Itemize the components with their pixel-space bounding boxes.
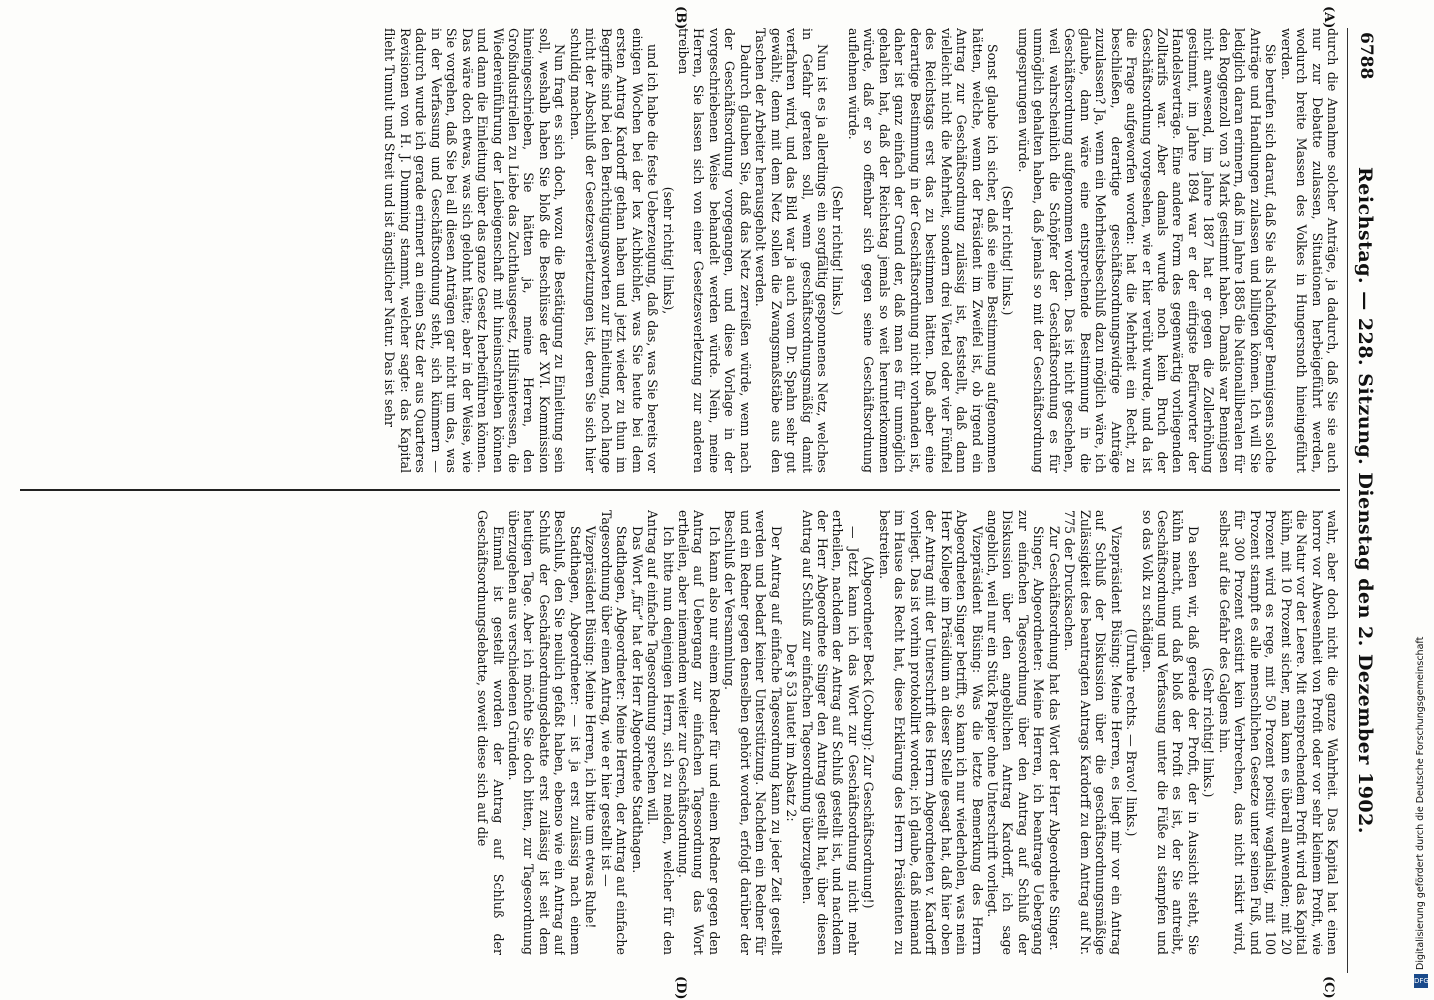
paragraph: Das Wort „für“ hat der Herr Abgeordnete Stadthagen.	[629, 526, 645, 874]
paragraph: Stadthagen, Abgeordneter: Meine Herren, der Antrag auf einfache Tagesordnung über einen Antrag, wie er hier gestellt ist —	[598, 510, 630, 955]
page-header	[1350, 28, 1378, 973]
interjection: (Sehr richtig! links.)	[1201, 667, 1217, 798]
paragraph: Der Antrag auf einfache Tagesordnung kann zu jeder Zeit gestellt werden und bedarf keiner Unterstützung. Nachdem ein Redner für und ein Redner gegen denselben gehört worden, erfolgt darüber der Beschluß der Versammlung.	[722, 510, 784, 955]
paragraph: Zur Geschäftsordnung hat das Wort der Herr Abgeordnete Singer.	[1046, 526, 1062, 951]
right-column	[20, 510, 1340, 955]
interjection: (sehr richtig! links),	[660, 186, 676, 315]
interjection: (Sehr richtig! links.)	[1000, 185, 1016, 316]
paragraph: Sonst glaube ich sicher, daß sie eine Bestimmung aufgenommen hätten, welche, wenn der Präsident im Zweifel ist, ob irgend ein Antrag zur Geschäftsordnung zulässig ist, feststellt, daß dann vielleicht nicht die Mehrheit, sondern drei Viertel oder vier Fünftel des Reichstags erst das zu bestimmen hätten. Daß aber eine derartige Bestimmung in der Geschäftsordnung nicht vorhanden ist, daher ist ganz einfach der Grund der, daß man es für unmöglich gehalten hat, daß der Reichstag jemals so weit herunterkommen würde, daß er so offenbar sich gegen seine Geschäftsordnung auflehnen würde.	[845, 28, 1001, 473]
dfg-logo: DFG	[1414, 974, 1428, 988]
paragraph: Nun fragt es sich doch, wozu die Bestätigung zu Einleitung sein soll, weshalb haben Sie bloß die Beschlüsse der XVI. Kommission hineingeschrieben, Sie hätten ja, meine Herren, den Großindustriellen zu Liebe das Zuchthausgesetz, Hilfsinteressen, die Wiedereinführung der Leibeigenschaft mit hineinschreiben können und dann die Einleitung über das ganze Gesetz herbeiführen können. Das wäre doch etwas, was sich gelohnt hätte; aber in der Weise, wie Sie vorgehen, daß Sie bei all diesen Anträgen gar nicht um das, was in der Verfassung und Geschäftsordnung steht, sich kümmern — dadurch wurde ich gerade erinnert an einen Satz der aus Quarteres Revisionen von H. J. Dumming stammt, welcher sagte: das Kapital flieht Tumult und Streit und ist ängstlicher Natur. Das ist sehr	[382, 28, 568, 473]
margin-mark-d: (D)	[673, 976, 688, 1000]
paragraph: Sie berufen sich darauf, daß Sie als Nachfolger Bennigsens solche Anträge und Handlungen zulassen und billigen können. Ich will Sie lediglich daran erinnern, daß im Jahre 1885 die Nationalliberalen für den Roggenzoll von 3 Mark gestimmt haben. Damals war Bennigsen nicht anwesend, im Jahre 1887 hat er gegen die Zollerhöhung gestimmt, im Jahre 1894 war er der eifrigste Befürworter der Handelsverträge. Eine andere Form des gegenwärtig vorliegenden Zolltarifs war. Aber damals wurde noch kein Bruch der Geschäftsordnung vorgesehen, wie er hier verübt wurde, und da ist die Frage aufgeworfen worden: hat die Mehrheit ein Recht, zu beschließen, derartige geschäftsordnungswidrige Anträge zuzulassen? Ja, wenn ein Mehrheitsbeschluß dazu möglich wäre, ich glaube, dann wäre eine entsprechende Bestimmung in die Geschäftsordnung aufgenommen worden. Das ist nicht geschehen, weil wahrscheinlich die Schöpfer der Geschäftsordnung es für unmöglich gehalten haben, daß jemals so mit der Geschäftsordnung umgesprungen würde.	[1015, 28, 1279, 473]
interjection: (Sehr richtig! links.)	[830, 185, 846, 316]
paragraph: wahr, aber doch nicht die ganze Wahrheit. Das Kapital hat einen horror vor Abwesenheit von Profit oder vor sehr kleinem Profit, wie die Natur vor der Leere. Mit entsprechendem Profit wird das Kapital kühn, mit 10 Prozent sicher, man kann es überall anwenden; mit 20 Prozent wird es rege, mit 50 Prozent positiv waghalsig, mit 100 Prozent stampft es alle menschlichen Gesetze unter seinen Fuß, und für 300 Prozent existirt kein Verbrechen, das nicht riskirt wird, selbst auf die Gefahr des Galgens hin.	[1216, 510, 1340, 955]
interjection: Der § 53 lautet im Absatz 2:	[784, 643, 800, 822]
paragraph: Ich kann also nur einem Redner für und einem Redner gegen den Antrag auf Uebergang zur einfachen Tagesordnung das Wort ertheilen, aber niemandem weiter zur Geschäftsordnung.	[675, 510, 722, 955]
paragraph: Nun ist es ja allerdings ein sorgfältig gesponnenes Netz, welches in Gefahr geraten soll, wenn geschäftsordnungsmäßig damit verfahren wird, und das Bild war ja auch vom Dr. Spahn sehr gut gewählt; denn mit dem Netz sollen die Zwangsmaßstäbe aus den Taschen der Arbeiter herausgeholt werden.	[753, 28, 831, 473]
paragraph: Singer, Abgeordneter: Meine Herren, ich beantrage Uebergang zur einfachen Tagesordnung über den Antrag auf Schluß der Diskussion über den angeblichen Antrag Kardorff, ich sage angeblich, weil nur ein Stück Papier ohne Unterschrift vorliegt.	[985, 510, 1047, 955]
page-number: 6788	[1356, 32, 1376, 80]
paragraph: und ich habe die feste Ueberzeugung, daß das, was Sie bereits vor einigen Wochen bei der lex Aichbichler, was Sie heute bei dem ersten Antrag Kardorff gethan haben und jetzt wieder zu thun im Begriffe sind bei den Berichtigungsworten zur Einleitung, noch lange nicht der Abschluß der Gesetzesverletzungen ist, deren Sie sich hier schuldig machen.	[567, 28, 661, 473]
paragraph: Vizepräsident Büsing: Meine Herren, ich bitte um etwas Ruhe!	[583, 526, 599, 929]
footer-strip	[1412, 0, 1434, 1000]
paragraph: Ich bitte nun denjenigen Herrn, sich zu melden, welcher für den Antrag auf einfache Tagesordnung sprechen will.	[645, 510, 676, 955]
margin-mark-b: (B)	[673, 6, 688, 30]
paragraph: durch die Annahme solcher Anträge, ja dadurch, daß Sie sie auch nur zur Debatte zulassen, Situationen herbeigeführt werden, wodurch breite Massen des Volkes in Hungersnoth hineingeführt werden.	[1278, 28, 1340, 473]
paragraph: Vizepräsident Büsing: Was die letzte Bemerkung des Herrn Abgeordneten Singer betrifft, so kann ich nur wiederholen, was mein Herr Kollege im Präsidium an dieser Stelle gesagt hat, daß hier oben der Antrag mit der Unterschrift des Herrn Abgeordneten v. Kardorff vorliegt. Das ist vorhin protokollirt worden; ich glaube, daß niemand im Hause das Recht hat, diese Erklärung des Herrn Präsidenten zu bestreiten.	[876, 510, 985, 955]
paragraph: Stadthagen, Abgeordneter: — ist ja erst zulässig nach einem Beschluß, den Sie neulich gefaßt haben, ebenso wie ein Antrag auf Schluß der Geschäftsordnungsdebatte erst zulässig ist seit dem heutigen Tage. Aber ich möchte Sie doch bitten, zur Tagesordnung überzugehen aus verschiedenen Gründen.	[505, 510, 583, 955]
running-title: Reichstag. — 228. Sitzung. Dienstag den 2. Dezember 1902.	[1354, 166, 1376, 834]
paragraph: Einmal ist gestellt worden der Antrag auf Schluß der Geschäftsordnungsdebatte, soweit diese sich auf die	[475, 510, 506, 955]
paragraph: Da sehen wir, daß gerade der Profit, der in Aussicht steht, Sie kühn macht, und daß bloß der Profit es ist, der Sie antreibt, Geschäftsordnung und Verfassung unter die Füße zu stampfen und so das Volk zu schädigen.	[1139, 510, 1201, 955]
margin-mark-a: (A)	[1321, 6, 1336, 29]
paragraph: — Jetzt kann ich das Wort zur Geschäftsordnung nicht mehr ertheilen, nachdem der Antrag auf Schluß gestellt ist, und nachdem der Herr Abgeordnete Singer den Antrag gestellt hat, über diesen Antrag auf Schluß zur einfachen Tagesordnung überzugehen.	[799, 510, 861, 955]
left-column	[20, 28, 1340, 473]
dfg-credit-text: Digitalisierung gefördert durch die Deutsche Forschungsgemeinschaft	[1415, 636, 1426, 970]
margin-mark-c: (C)	[1321, 976, 1336, 999]
interjection: (Unruhe rechts. — Bravo! links.)	[1124, 628, 1140, 837]
header-rule	[1347, 28, 1348, 973]
paragraph: Dadurch glauben Sie, daß das Netz zerreißen würde, wenn nach der Geschäftsordnung vorgegangen, und diese Vorlage in der vorgeschriebenen Weise behandelt werden würde. Nein, meine Herren, Sie lassen sich von einer Gesetzesverletzung zur anderen treiben	[675, 28, 753, 473]
interjection: (Abgeordneter Beck (Coburg): Zur Geschäftsordnung!)	[861, 556, 877, 909]
paragraph: Vizepräsident Büsing: Meine Herren, es liegt mir vor ein Antrag auf Schluß der Diskussion über die geschäftsordnungsmäßige Zulässigkeit des beantragten Antrags Kardorff zu dem Antrag auf Nr. 775 der Drucksachen.	[1062, 510, 1124, 955]
column-divider	[20, 489, 1340, 491]
